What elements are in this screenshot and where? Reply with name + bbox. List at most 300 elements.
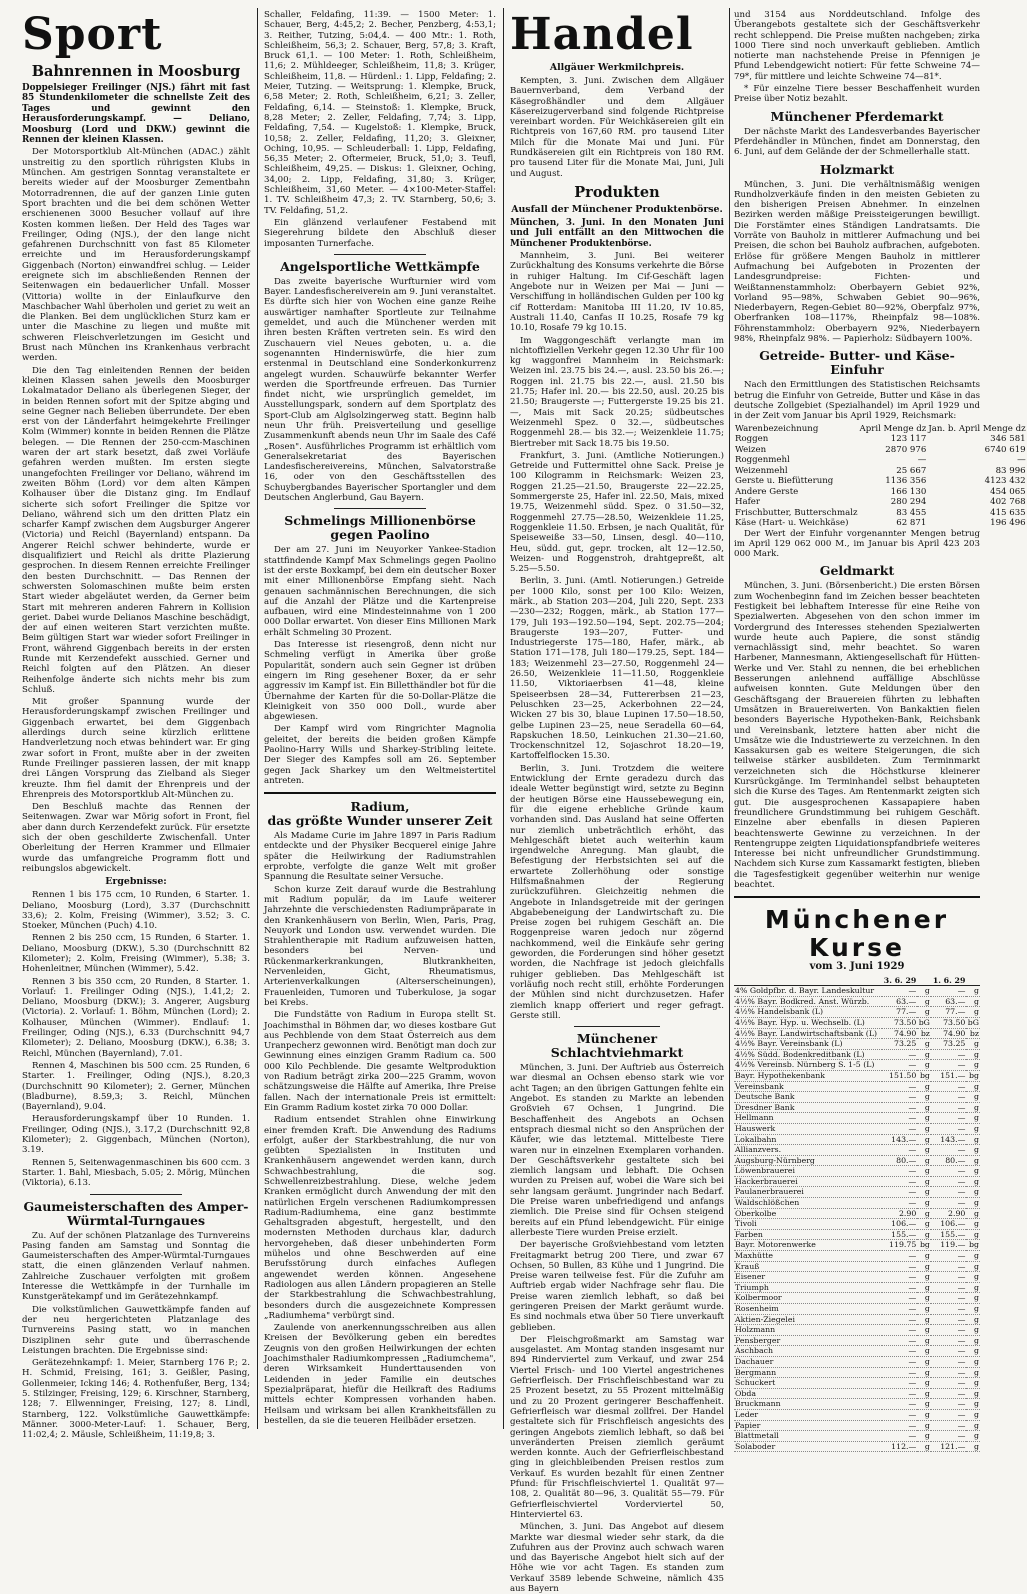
table-cell: Weizenmehl	[735, 465, 788, 476]
table-cell: —	[931, 1314, 966, 1325]
table-cell: 73.50	[882, 1017, 917, 1028]
table-cell: g	[917, 1123, 931, 1134]
table-cell: g	[966, 1060, 980, 1071]
table-cell: Lokalbahn	[734, 1134, 882, 1145]
table-cell: g	[917, 1049, 931, 1060]
headline-line: das größte Wunder unserer Zeit	[267, 813, 493, 829]
table-row	[734, 487, 1027, 498]
article-paragraph: Frankfurt, 3. Juni. (Amtliche Notierungen.) Getreide und Futtermittel ohne Sack. Preise je 100 Kilogramm in Reichsmark: Weizen 23, Roggen 21.25—21.50, Braugerste 22—22.25, Sommergerste 25, Hafer inl. 22.50, Mais, mixed 19.75, Weizenmehl südd. Spez. 0 31.50—32, Roggenmehl 27.75—28.50, Weizenkleie 11.25, Roggenkleie 11.50. Erbsen, je nach Qualität, für Speiseweiße 33—50, Linsen, desgl. 40—110, Heu, südd. gut, gepr. trocken, alt 12—12.50, Weizen- und Roggenstroh, drahtgepreßt, alt 5.25—5.50.	[510, 450, 724, 575]
table-cell: g	[917, 1081, 931, 1092]
table-cell: g	[917, 1187, 931, 1198]
quote-row	[734, 1039, 980, 1050]
table-row	[734, 508, 1027, 519]
table-cell: —	[882, 1049, 917, 1060]
table-cell: —	[882, 1251, 917, 1262]
table-cell: g	[917, 1229, 931, 1240]
table-cell: —	[882, 1388, 917, 1399]
quote-row	[734, 1187, 980, 1198]
table-cell: 415 635	[990, 507, 1026, 518]
table-cell: g	[966, 1187, 980, 1198]
article-paragraph: Das Interesse ist riesengroß, denn nicht nur Schmeling verfügt in Amerika über große Popularität, sondern auch sein Gegner ist drüben eingern im Ring gesehener Boxer, da er sehr aggressiv im Kampf ist. Ein Billetthändler bot für die Übernahme der Karten für die 50-Dollar-Plätze die Kleinigkeit von 350 000 Doll., wurde aber abgewiesen.	[264, 640, 496, 723]
table-cell: —	[931, 1420, 966, 1431]
table-cell: 4½% Bayr. Vereinsbank (L)	[734, 1039, 882, 1050]
table-cell: Käse (Hart- u. Weichkäse)	[735, 518, 849, 528]
table-cell: 63.—	[931, 996, 966, 1007]
table-cell: g	[966, 1081, 980, 1092]
article-paragraph: München, 3. Juni. Die verhältnismäßig wenigen Rundholzverkäufe finden in den meisten Gebieten zu den bisherigen Preisen Abnehmer. In einzelnen Bezirken werden mäßige Preissteigerungen bewilligt. Die Forstämter eines Ständigen Landratsamts. Die Vorräte von Bauholz in mittlerer Aufmachung und bei Preisen, die schon bei Bauholz aufbrachen, aufgeboten. Erlöse für größere Mengen Bauholz in mittlerer Aufmachung bei Aufgeboten in Prozenten der Landesgrundpreise: Fichten- und Weißtannenstammholz: Oberbayern Gebiet 92%, Vorland 95—98%, Schwaben Gebiet 90—96%, Niederbayern, Regen-Gebiet 80—92%, Oberpfalz 97%, Oberfranken 108—117%, Rheinpfalz 98—108%. Föhrenstammholz: Oberbayern 92%, Niederbayern 98%, Rheinpfalz 98%. — Papierholz: Südbayern 100%.	[734, 179, 980, 345]
table-cell: Vereinsbank	[734, 1081, 882, 1092]
table-cell: g	[966, 1420, 980, 1431]
quote-row	[734, 1378, 980, 1389]
table-cell: —	[931, 1399, 966, 1410]
quote-row	[734, 1081, 980, 1092]
table-cell: Andere Gerste	[735, 486, 799, 497]
quote-row	[734, 1272, 980, 1283]
column-rule	[503, 8, 504, 1429]
table-cell: —	[917, 455, 927, 465]
table-cell: 196 496	[990, 518, 1026, 528]
article-paragraph: München, 3. Juni. (Börsenbericht.) Die ersten Börsen zum Wochenbeginn fand im Zeichen besser beachteten Festigkeit bei lebhaftem Interesse für eine Reihe von Spezialwerten. Abgesehen von den schon immer im Vordergrund des Interesses stehenden Spezialwerten wurde heute auch Papiere, die sonst ständig vernachlässigt sind, mehr beachtet. So waren Harbener, Mannesmann, Aktiengesellschaft für Hütten-Werke und Ver. Stahl zu nennen, die bei erheblichen Besserungen anlehnend auffällige Abschlüsse aufweisen konnten. Gute Meldungen über den Geschäftsgang der Brauereien führten zu lebhaften Umsätzen in Brauereiwerten. Von Bankaktien fielen besonders Bayerische Hypotheken-Bank, Reichsbank und Vereinsbank, letztere hatten aber nicht die Umsätze wie die Industriewerte zu verzeichnen. In den Kassakursen gab es weitere Steigerungen, die sich teilweise stärker ausbildeten. Zum Terminmarkt verzeichneten sich die Höchstkurse kleinerer Kursrückgänge. Im Terminhandel selbst behaupteten sich die Kurse des Tages. Am Rentenmarkt zeigten sich gut. Die ausgesprochenen Kassapapiere haben freundlichere Grundstimmung bei ruhigem Geschäft. Einzelne aber ebenfalls in diesen Papieren beachtenswerte Gewinne zu verzeichnen. In der Rentengruppe zeigten Liquidationspfandbriefe weiteres Interesse bei nicht unfreundlicher Grundstimmung. Nachdem sich Kurse zum Kassamarkt festigten, blieben die Tagesfestigkeit gegenüber weiterhin nur wenige beachtet.	[734, 581, 980, 890]
quote-row	[734, 1367, 980, 1378]
quote-row	[734, 1134, 980, 1145]
quote-row	[734, 1261, 980, 1272]
quote-row	[734, 1007, 980, 1018]
table-cell: 77.—	[931, 1007, 966, 1018]
quote-row	[734, 1049, 980, 1060]
table-cell: —	[882, 1420, 917, 1431]
column-sport-continued	[264, 10, 496, 1427]
table-cell: —	[882, 1367, 917, 1378]
table-cell: —	[931, 1261, 966, 1272]
table-cell: Bruckmann	[734, 1399, 882, 1410]
table-header-cell	[966, 976, 980, 986]
table-cell: —	[931, 1431, 966, 1442]
table-cell: 106.—	[882, 1219, 917, 1230]
divider	[334, 508, 427, 509]
table-cell: g	[917, 1060, 931, 1071]
divider	[334, 254, 427, 255]
table-cell: g	[917, 1293, 931, 1304]
table-cell: g	[966, 1145, 980, 1156]
table-header-row	[734, 976, 980, 986]
quote-row	[734, 1399, 980, 1410]
table-cell: g	[966, 1261, 980, 1272]
table-cell: Eisener	[734, 1272, 882, 1283]
table-row	[734, 455, 1027, 466]
quote-row	[734, 1335, 980, 1346]
table-cell: g	[917, 1399, 931, 1410]
divider	[734, 896, 980, 898]
table-cell: g	[917, 1304, 931, 1315]
quote-row	[734, 1208, 980, 1219]
table-cell: Krauß	[734, 1261, 882, 1272]
table-cell: 6740 619	[984, 444, 1026, 455]
table-cell: Holzmann	[734, 1325, 882, 1336]
table-cell: 83 996	[995, 465, 1026, 476]
table-cell: Weizen	[735, 444, 767, 455]
table-cell: bg	[966, 1070, 980, 1081]
table-cell: —	[931, 1060, 966, 1071]
table-cell: —	[882, 1282, 917, 1293]
table-cell: —	[931, 986, 966, 997]
table-cell: —	[882, 1102, 917, 1113]
table-cell: —	[931, 1187, 966, 1198]
table-cell: g	[917, 1335, 931, 1346]
table-cell: —	[882, 1145, 917, 1156]
section-title-sport: Sport	[22, 9, 163, 60]
table-cell: Kolbermoor	[734, 1293, 882, 1304]
table-header-cell: Warenbezeichnung	[735, 423, 819, 434]
table-cell: g	[966, 1176, 980, 1187]
table-cell: 80.—	[882, 1155, 917, 1166]
headline-geldmarkt: Geldmarkt	[819, 563, 895, 579]
table-cell: 73.25	[882, 1039, 917, 1050]
table-cell: g	[917, 1378, 931, 1389]
table-cell: g	[966, 1039, 980, 1050]
table-cell: g	[917, 1166, 931, 1177]
table-cell: g	[966, 1388, 980, 1399]
table-cell: g	[917, 1219, 931, 1230]
quote-row	[734, 1441, 980, 1452]
table-cell: g	[966, 1304, 980, 1315]
table-cell: g	[966, 1229, 980, 1240]
table-cell: 119.75	[882, 1240, 917, 1251]
table-cell: 119.—	[931, 1240, 966, 1251]
table-cell: —	[882, 1261, 917, 1272]
table-cell: —	[931, 1092, 966, 1103]
subheadline: Ausfall der Münchener Produktenbörse.	[511, 203, 723, 215]
table-row	[734, 518, 1027, 529]
headline-holzmarkt: Holzmarkt	[819, 161, 895, 177]
article-paragraph: Nach den Ermittlungen des Statistischen Reichsamts betrug die Einfuhr von Getreide, Butter und Käse in das deutsche Zollgebiet (Spezialhandel) im April 1929 und in der Zeit vom Januar bis April 1929, Reichsmark:	[734, 380, 980, 422]
table-cell: —	[1017, 455, 1026, 465]
table-cell: bg	[917, 1070, 931, 1081]
table-header-cell: April Menge dz	[859, 423, 927, 434]
article-paragraph: Den Beschluß machte das Rennen der Seitenwagen. Zwar war Mörig sofort in Front, fiel aber dann durch Kerzendefekt zurück. Für ersetzte sich der oben geschilderte Zwischenfall. Unter Oberleitung der Herren Krammer und Ellmaier wurde das umfangreiche Programm flott und reibungslos abgewickelt.	[22, 802, 250, 874]
column-handel	[510, 9, 724, 1594]
kurse-title: Münchener Kurse	[764, 905, 950, 963]
article-paragraph: Radium entsendet Strahlen ohne Einwirkung einer fremden Kraft. Die Anwendung des Radiums erfolgt, außer der Starkbestrahlung, die nur von geübten Spezialisten in Instituten und Krankenhäusern angewendet werden kann, durch Schwachbestrahlung, die sog. Schwellenreizbestrahlung. Diese, welche jedem Kranken ermöglicht durch Anwendung der mit den natürlichen Ergeln verschenen Radiumkompressen Radium-Radiumhema, eine ganz bestimmte Gehaltsgraden abgestuft, hergestellt, und den modernsten Methoden durchaus klar, dadurch hervorgeheben, daß dieser unbehinderten Form mühelos und ohne Beschwerden auf eine Berufsstörung durch einfaches Auflegen angewendet werden können. Angesehene Radiologen aus allen Ländern propagieren an Stelle der Starkbestrahlung die Schwachbestrahlung, besonders durch die ausgezeichnete Kompressen „Radiumhema" verbürgt sind.	[264, 1115, 496, 1321]
table-cell: Gerste u. Biefütterung	[735, 476, 834, 486]
table-cell: Roggen	[735, 434, 769, 444]
table-cell: g	[966, 1219, 980, 1230]
table-cell: g	[966, 1367, 980, 1378]
article-paragraph: Schaller, Feldafing, 11:39. — 1500 Meter: 1. Schauer, Berg, 4:45,2; 2. Becher, Penzberg, 4:53,1; 3. Reither, Tutzing, 5:04,4. — 400 Mtr.: 1. Roth, Schleißheim, 56,3; 2. Schauer, Berg, 57,8; 3. Kraft, Bruck 61,1. — 100 Meter: 1. Roth, Schleißheim, 11,6; 2. Mühldeeger, Schleißheim, 11,8; 3. Krüger, Schleißheim, 11,8. — Hürdenl.: 1. Lipp, Feldafing; 2. Meier, Tutzing. — Weitsprung: 1. Klempke, Bruck, 6,58 Meter; 2. Roth, Schleißheim, 6,21; 3. Zeller, Feldafing, 6,14. — Steinstoß: 1. Klempke, Bruck, 8,28 Meter; 2. Zeller, Feldafing, 7,74; 3. Lipp, Feldafing, 7,54. — Kugelstoß: 1. Klempke, Bruck, 10,58; 2. Zeller, Feldafing, 11,20; 3. Gleixner, Oching, 10,95. — Schleuderball: 1. Lipp, Feldafing, 56,35 Meter; 2. Oftermeier, Bruck, 51,0; 3. Teufl, Schleißheim, 49,25. — Diskus: 1. Gleixner, Oching, 34,00; 2. Lipp, Feldafing, 31,80; 3. Krüger, Schleißheim, 31,60 Meter. — 4×100-Meter-Staffel: 1. TV. Schleißheim 47,3; 2. TV. Starnberg, 50,6; 3. TV. Feldafing, 51,2.	[264, 10, 496, 216]
table-cell: g	[966, 1251, 980, 1262]
table-cell: Solaboder	[734, 1441, 882, 1452]
table-cell: Augsburg-Nürnberg	[734, 1155, 882, 1166]
divider	[90, 1194, 181, 1195]
table-cell: —	[882, 1304, 917, 1315]
table-cell: Dresdner Bank	[734, 1102, 882, 1113]
quote-row	[734, 1155, 980, 1166]
quote-row	[734, 1113, 980, 1124]
table-cell: g	[917, 1420, 931, 1431]
table-cell: —	[931, 1304, 966, 1315]
table-cell: Triumph	[734, 1282, 882, 1293]
article-paragraph: Der Wert der Einfuhr vorgenannter Mengen betrug im April 129 062 000 M., im Januar bis April 423 203 000 Mark.	[734, 528, 980, 560]
table-cell: —	[882, 1166, 917, 1177]
table-cell: —	[931, 1409, 966, 1420]
table-cell: 4123 432	[984, 476, 1026, 486]
table-cell: 4½% Vereinsb. Nürnberg S. 1-5 (L)	[734, 1060, 882, 1071]
column-rule	[257, 8, 258, 1429]
table-row	[734, 445, 1027, 456]
footnote: * Für einzelne Tiere besser Beschaffenheit wurden Preise über Notiz bezahlt.	[734, 84, 980, 105]
table-cell: g	[917, 1388, 931, 1399]
table-cell: —	[882, 1272, 917, 1283]
table-cell: g	[966, 1208, 980, 1219]
quote-row	[734, 1028, 980, 1039]
table-cell: 4½% Bayr. Bodkred. Anst. Würzb.	[734, 996, 882, 1007]
quote-row	[734, 1145, 980, 1156]
table-cell: g	[966, 1409, 980, 1420]
table-cell: g	[917, 1198, 931, 1209]
table-cell: g	[966, 1399, 980, 1410]
article-paragraph: Mit großer Spannung wurde der Herausforderungskampf zwischen Freilinger und Giggenbach erwartet, bei dem Giggenbach allerdings durch seine kürzlich erlittene Handverletzung noch etwas behindert war. Er ging zwar sofort in Front, mußte aber in der zweiten Runde Freilinger passieren lassen, der mit knapp drei Längen Vorsprung das Zielband als Sieger kreuzte. Ihm fiel damit der Ehrenpreis und der Ehrenpreis des Motorsportklub Alt-München zu.	[22, 697, 250, 800]
table-cell: —	[931, 1272, 966, 1283]
table-cell: —	[882, 1399, 917, 1410]
table-cell: 74.90	[882, 1028, 917, 1039]
table-cell: g	[966, 1325, 980, 1336]
table-cell: Pensberger	[734, 1335, 882, 1346]
table-cell: —	[931, 1166, 966, 1177]
table-cell: Leder	[734, 1409, 882, 1420]
article-paragraph: Ein glänzend verlaufener Festabend mit Siegerehrung bildete den Abschluß dieser imposanten Turnerfache.	[264, 217, 496, 249]
table-cell: g	[966, 986, 980, 997]
article-paragraph: Gerätezehnkampf: 1. Meier, Starnberg 176 P.; 2. H. Schmid, Freising, 161; 3. Geißler, Pasing, Gollenmeier, Icking 146; 4. Rothenfußer, Berg, 134; 5. Stilzinger, Freising, 129; 6. Kirschner, Starnberg, 128; 7. Ellwenninger, Freising, 127; 8. Lindl, Starnberg, 122. Volkstümliche Gauwettkämpfe: Männer. 3000-Meter-Lauf: 1. Schauer, Berg, 11:02,4; 2. Mäusle, Schleißheim, 11:19,8; 3.	[22, 1358, 250, 1441]
table-cell: 4% Goldpfbr. d. Bayr. Landeskultur	[734, 986, 882, 997]
result-entry: Rennen 2 bis 250 ccm, 15 Runden, 6 Starter. 1. Deliano, Moosburg (DKW.), 5.30 (Durchschnitt 82 Kilometer); 2. Kolm, Freising (Wimmer), 5.38; 3. Hohenleitner, München (Wimmer), 5.42.	[22, 933, 250, 975]
article-paragraph: Schon kurze Zeit darauf wurde die Bestrahlung mit Radium populär, da im Laufe weiterer Jahrzehnte die verschiedensten Radiumpräparate in den Krankenhäusern von Berlin, Wien, Paris, Prag, Neuyork und London usw. verwendet wurden. Die Strahlentherapie mit Radium aufzuweisen hatten, besonders bei Nerven- und Rückenmarkerkrankungen, Blutkrankheiten, Nervenleiden, Gicht, Rheumatismus, Arterienverkalkungen (Alterserscheinungen), Frauenleiden, Tumoren und Tuberkulose, ja sogar bei Krebs.	[264, 884, 496, 1008]
table-cell: g	[966, 1441, 980, 1452]
table-cell: Rosenheim	[734, 1304, 882, 1315]
table-cell: Farben	[734, 1229, 882, 1240]
headline-produkten: Produkten	[574, 183, 660, 201]
table-cell: g	[966, 1356, 980, 1367]
table-cell: —	[882, 1123, 917, 1134]
headline-einfuhr: Getreide- Butter- und Käse-Einfuhr	[759, 348, 955, 378]
import-table	[734, 424, 1027, 529]
table-cell: g	[917, 1039, 931, 1050]
table-cell: g	[917, 1176, 931, 1187]
headline-schlachtviehmarkt: Münchener Schlachtviehmarkt	[550, 1031, 684, 1061]
article-paragraph: Der Fleischgroßmarkt am Samstag war ausgelastet. Am Montag standen insgesamt nur 894 Rinderviertel zum Verkauf, und zwar 254 Viertel Frisch- und 100 Viertel angestrichenes Gefrierfleisch. Der Frischfleischbestand war zu 25 Prozent besetzt, zu 55 Prozent mittelmäßig und zu 20 Prozent geringerer Beschaffenheit. Gefrierfleisch war diesmal zollfrei. Der Handel gestaltete sich für Frischfleisch angesichts des geringen Angebots ziemlich lebhaft, so daß bei unveränderten Preisen ziemlich geräumt werden konnte. Auch der Gefrierfleischbestand ging in gleichbleibenden Preisen restlos zum Verkauf. Es wurden bezahlt für einen Zentner Pfund: für Frischfleischviertel 1. Qualität 97—108, 2. Qualität 80—96, 3. Qualität 55—79. Für Gefrierfleischviertel Vorderviertel 50, Hinterviertel 63.	[510, 1334, 724, 1520]
table-cell: 155.—	[882, 1229, 917, 1240]
table-cell: 4½% Handelsbank (L)	[734, 1007, 882, 1018]
table-cell: Deutsche Bank	[734, 1092, 882, 1103]
table-cell: g	[966, 1134, 980, 1145]
table-cell: 25 667	[896, 465, 927, 476]
table-cell: g	[966, 1198, 980, 1209]
headline-gaumeisterschaften: Gaumeisterschaften des Amper-Würmtal-Turngaues	[23, 1198, 249, 1228]
results-heading: Ergebnisse:	[105, 876, 167, 888]
table-cell: 4½% Bayr. Hyp. u. Wechselb. (L)	[734, 1017, 882, 1028]
table-cell: 143.—	[931, 1134, 966, 1145]
table-cell: g	[966, 1293, 980, 1304]
table-cell: Löwenbrauerei	[734, 1166, 882, 1177]
table-cell: 166 130	[890, 486, 927, 497]
table-cell: bG	[918, 1017, 930, 1027]
quote-row	[734, 1388, 980, 1399]
article-paragraph: Der Motorsportklub Alt-München (ADAC.) zählt unstreitig zu den sportlich rührigsten Klubs in München. Am gestrigen Sonntag veranstaltete er bereits wieder auf der Moosburger Zementbahn Motorradrennen, die auf der ganzen Linie guten Sport brachten und die bei dem schönen Wetter erschienenen 3000 Besucher vollauf auf ihre Kosten kommen ließen. Der Held des Tages war Freilinger, Oding (NJS.), der den lange nicht gefahrenen Durchschnitt von fast 85 Kilometer erreichte und im Herausforderungskampf Giggenbach (Norton) einwandfrei schlug. — Leider ereignete sich im abschließenden Rennen der Seitenwagen ein bedauerlicher Unfall. Mosser (Vittoria) wollte in der Einlaufkurve den Maschbacher Wahl überholen und geriet zu weit an die Planken. Bei dem unglücklichen Sturz kam er unter die Maschine zu liegen und mußte mit schweren Fleischverletzungen im Gesicht und Brust nach München ins Krankenhaus verbracht werden.	[22, 147, 250, 364]
table-cell: —	[931, 1176, 966, 1187]
table-cell: g	[917, 1102, 931, 1113]
table-cell: g	[966, 1335, 980, 1346]
table-cell: bz	[917, 1028, 931, 1039]
table-cell: —	[882, 1176, 917, 1187]
section-title-handel: Handel	[510, 9, 694, 60]
table-cell: Schuckert	[734, 1378, 882, 1389]
table-cell: Aktien-Ziegelei	[734, 1314, 882, 1325]
article-paragraph: Als Madame Curie im Jahre 1897 in Paris Radium entdeckte und der Physiker Becquerel einige Jahre später die Heilwirkung der Radiumstrahlen erprobte, verfolgte die ganze Welt mit großer Spannung die Resultate seiner Versuche.	[264, 831, 496, 883]
column-rule	[729, 8, 730, 1429]
table-cell: 402 768	[990, 497, 1026, 507]
quote-row	[734, 986, 980, 997]
table-cell: bz	[966, 1028, 980, 1039]
table-cell: g	[966, 1092, 980, 1103]
quote-row	[734, 1219, 980, 1230]
table-cell: —	[931, 1123, 966, 1134]
table-cell: 62 871	[896, 518, 927, 528]
table-cell: g	[917, 1272, 931, 1283]
headline-line: Schmelings Millionenbörse	[284, 513, 476, 529]
table-cell: g	[917, 1134, 931, 1145]
quote-row	[734, 1092, 980, 1103]
table-cell: Bergmann	[734, 1367, 882, 1378]
table-header-cell: 3. 6. 29	[883, 975, 917, 985]
table-cell: g	[966, 1113, 980, 1124]
article-paragraph: München, 3. Juni. Das Angebot auf diesem Markte war diesmal wieder sehr stark, da die Zufuhren aus der Provinz auch schwach waren und das Bayerische Angebot hielt sich auf der Höhe wie vor acht Tagen. Es standen zum Verkauf 3589 lebende Schweine, nämlich 435 aus Bayern	[510, 1522, 724, 1594]
table-cell: —	[882, 1431, 917, 1442]
table-cell: g	[917, 1282, 931, 1293]
table-cell: g	[966, 1431, 980, 1442]
table-cell: 2.90	[882, 1208, 917, 1219]
result-entry: Herausforderungskampf über 10 Runden. 1. Freilinger, Oding (NJS.), 3.17,2 (Durchschnitt 92,8 Kilometer); 2. Giggenbach, München (Norton), 3.19.	[22, 1114, 250, 1156]
table-header-cell	[734, 976, 882, 986]
article-paragraph: Im Waggongeschäft verlangte man im nichtoffiziellen Verkehr gegen 12.30 Uhr für 100 kg waggonfrei Mannheim in Reichsmark: Weizen inl. 23.75 bis 24.—, ausl. 23.50 bis 26.—; Roggen inl. 21.75 bis 22.—, ausl. 21.50 bis 21.75; Hafer inl. 20.— bis 22.50, ausl. 20.25 bis 21.50; Braugerste —; Futtergerste 19.25 bis 21.—, Mais mit Sack 20.25; südbeutsches Weizenmehl Spez. 0 32.—, südbeutsches Roggenmehl 28.— bis 32.—; Weizenkleie 11.75; Biertreber mit Sack 18.75 bis 19.50.	[510, 335, 724, 449]
table-cell: 151.50	[882, 1070, 917, 1081]
table-cell: Roggenmehl	[735, 455, 790, 465]
quote-row	[734, 1176, 980, 1187]
table-cell: g	[966, 1282, 980, 1293]
article-paragraph: Mannheim, 3. Juni. Bei weiterer Zurückhaltung des Konsums verkehrte die Börse in ruhiger Haltung. Im Cif-Geschäft lagen Angebote nur in Weizen per Mai — Juni — Verschiffung in holländischen Gulden per 100 kg cif Rotterdam: Manitoba III 11.20, IV 10.85, Australi 11.40, Canfas II 10.25, Rosafe 79 kg 10.10, Rosafe 79 kg 10.15.	[510, 251, 724, 334]
quote-row	[734, 1304, 980, 1315]
table-cell: —	[931, 1346, 966, 1357]
table-cell: —	[931, 1049, 966, 1060]
article-paragraph: Die volkstümlichen Gauwettkämpfe fanden auf der neu hergerichteten Platzanlage des Turnvereins Pasing statt, wo in manchen Disziplinen sehr gute und überraschende Leistungen brachten. Die Ergebnisse sind:	[22, 1304, 250, 1356]
table-cell: 280 294	[890, 497, 927, 507]
table-cell: g	[917, 1251, 931, 1262]
table-cell: 80.—	[931, 1155, 966, 1166]
table-cell: 454 065	[990, 486, 1026, 497]
quote-row	[734, 1198, 980, 1209]
table-cell: Hafer	[735, 497, 760, 507]
table-cell: 151.—	[931, 1070, 966, 1081]
table-cell: g	[966, 1314, 980, 1325]
table-cell: 121.—	[931, 1441, 966, 1452]
table-cell: g	[917, 1367, 931, 1378]
quote-row	[734, 1251, 980, 1262]
table-cell: —	[931, 1367, 966, 1378]
table-cell: 83 455	[896, 507, 927, 518]
table-cell: g	[966, 1346, 980, 1357]
table-cell: —	[882, 1325, 917, 1336]
table-cell: —	[882, 1293, 917, 1304]
table-cell: g	[917, 1441, 931, 1452]
quote-row	[734, 1293, 980, 1304]
table-header-row	[734, 424, 1027, 435]
table-cell: —	[882, 1346, 917, 1357]
table-cell: 106.—	[931, 1219, 966, 1230]
table-cell: —	[882, 1092, 917, 1103]
table-cell: 1136 356	[885, 476, 927, 486]
table-cell: Maxhütte	[734, 1251, 882, 1262]
table-cell: —	[931, 1335, 966, 1346]
table-cell: Bayr. Hypothekenbank	[734, 1070, 882, 1081]
table-cell: g	[917, 1007, 931, 1018]
table-cell: 63.—	[882, 996, 917, 1007]
table-cell: bg	[917, 1240, 931, 1251]
table-cell: 73.50	[931, 1017, 966, 1028]
table-cell: —	[882, 986, 917, 997]
table-cell: Obda	[734, 1388, 882, 1399]
table-cell: —	[882, 1113, 917, 1124]
article-paragraph: Zaulende von anerkennungsschreiben aus allen Kreisen der Bevölkerung geben ein beredtes Zeugnis von den großen Heilwirkungen der echten Joachimsthaler Radiumkompressen „Radiumchema", deren Wirksamkeit Hunderttausenden von Leidenden in jeder Familie ein deutsches Spezialpräparat, hiefür die Heilkraft des Radiums mittels echter Kompressen vorhanden haben. Heilsam und wirksam bei allen Krankheitsfällen zu bestellen, da sie die teueren Heilbäder ersetzen.	[264, 1323, 496, 1426]
table-cell: Paulanerbrauerei	[734, 1187, 882, 1198]
table-cell: Blattmetall	[734, 1431, 882, 1442]
column-sport	[22, 9, 250, 1441]
table-header-cell	[917, 976, 931, 986]
table-cell: g	[966, 996, 980, 1007]
table-cell: —	[931, 1198, 966, 1209]
table-cell: g	[966, 1049, 980, 1060]
table-cell: 73.25	[931, 1039, 966, 1050]
table-cell: —	[931, 1145, 966, 1156]
article-paragraph: Die Fundstätte von Radium in Europa stellt St. Joachimsthal in Böhmen dar, wo dieses kostbare Gut aus Pechblende von dem Staat Österreich aus dem Uranpecherz gewonnen wird. Benötigt man doch zur Gewinnung eines einzigen Gramm Radium ca. 500 000 Kilo Pechblende. Die gesamte Weltproduktion von Radium beträgt zirka 200—225 Gramm, wovon schätzungsweise die Hälfte auf Amerika, Ihre Preise fallen. Nach der internationale Preis ist ermittelt: Ein Gramm Radium kostet zirka 70 000 Dollar.	[264, 1010, 496, 1113]
table-cell: —	[931, 1388, 966, 1399]
table-cell: 4½% Südd. Bodenkreditbank (L)	[734, 1049, 882, 1060]
table-cell: —	[882, 1187, 917, 1198]
quote-row	[734, 1314, 980, 1325]
quote-row	[734, 1102, 980, 1113]
table-cell: —	[882, 1335, 917, 1346]
table-cell: 2.90	[931, 1208, 966, 1219]
table-row	[734, 466, 1027, 477]
table-cell: g	[966, 1123, 980, 1134]
quote-row	[734, 996, 980, 1007]
table-cell: —	[882, 1081, 917, 1092]
table-cell: —	[931, 1081, 966, 1092]
table-cell: 74.90	[931, 1028, 966, 1039]
kurse-table	[734, 976, 980, 1453]
article-paragraph: Berlin, 3. Juni. Trotzdem die weitere Entwicklung der Ernte geradezu durch das ideale Wetter begünstigt wird, setzte zu Beginn der heutigen Börse eine Haussebewegung ein, für die eigene erhebliche Gründe kaum vorhanden sind. Das Ausland hat seine Offerten nur ziemlich unbeträchtlich erhöht, das Mehlgeschäft bietet auch weiterhin kaum irgendwelche Anregung. Man glaubt, die Befestigung der Herbstsichten sei auf die erwartete Zollerhöhung oder sonstige Hilfsmaßnahmen der Regierung zurückzuführen. Gleichzeitig nehmen die Angebote in Inlandsgetreide mit der geringen Abgabebeneigung der Landwirtschaft zu. Die Preise zogen bei ruhigem Geschäft an. Die Roggenpreise waren jedoch nur zögernd nachkommend, weil die Einkäufe sehr gering geworden, die Forderungen sind höher gesetzt worden, die Nachfrage ist jedoch gleichfalls ruhiger geblieben. Das Mehlgeschäft ist vorläufig noch recht still, erhöhte Forderungen der Mühlen sind nicht durchzusetzen. Hafer ziemlich knapp offeriert und reger gefragt. Gerste still.	[510, 763, 724, 1021]
divider	[264, 792, 496, 794]
table-cell: g	[917, 1208, 931, 1219]
headline-angelsport: Angelsportliche Wettkämpfe	[280, 258, 480, 274]
table-cell: —	[931, 1102, 966, 1113]
table-cell: —	[882, 1060, 917, 1071]
table-cell: g	[966, 1007, 980, 1018]
article-paragraph: München, 3. Juni. Der Auftrieb aus Österreich war diesmal an Ochsen ebenso stark wie vor acht Tagen; an den übrigen Gattungen fehlte ein Angebot. Es standen zu Markte an lebenden Großvieh 67 Ochsen, 1 Jungrind. Die Beschaffenheit des Angebots an Ochsen entsprach diesmal nicht so den Ansprüchen der Käufer, wie das letztemal. Mittelbeste Tiere waren nur in einzelnen Exemplaren vorhanden. Der Geschäftsverkehr gestaltete sich bei ziemlich langsam und lebhaft. Die Ochsen wurden zu Preisen auf, wobei die Ware sich bei sehr langsam geräumt. Jungrinder nach Bedarf. Die Preise waren unbefriedigend und anfangs ziemlich. Die Preise sind für Ochsen steigend bereits auf ein Pfund lebendgewicht. Für einige allerbeste Tiere wurden Preise erzielt.	[510, 1063, 724, 1238]
table-row	[734, 497, 1027, 508]
table-cell: Allianzvers.	[734, 1145, 882, 1156]
column-markets	[734, 10, 1026, 1451]
table-cell: g	[917, 1113, 931, 1124]
quote-row	[734, 1325, 980, 1336]
table-cell: Hellmann	[734, 1113, 882, 1124]
table-cell: g	[917, 1325, 931, 1336]
